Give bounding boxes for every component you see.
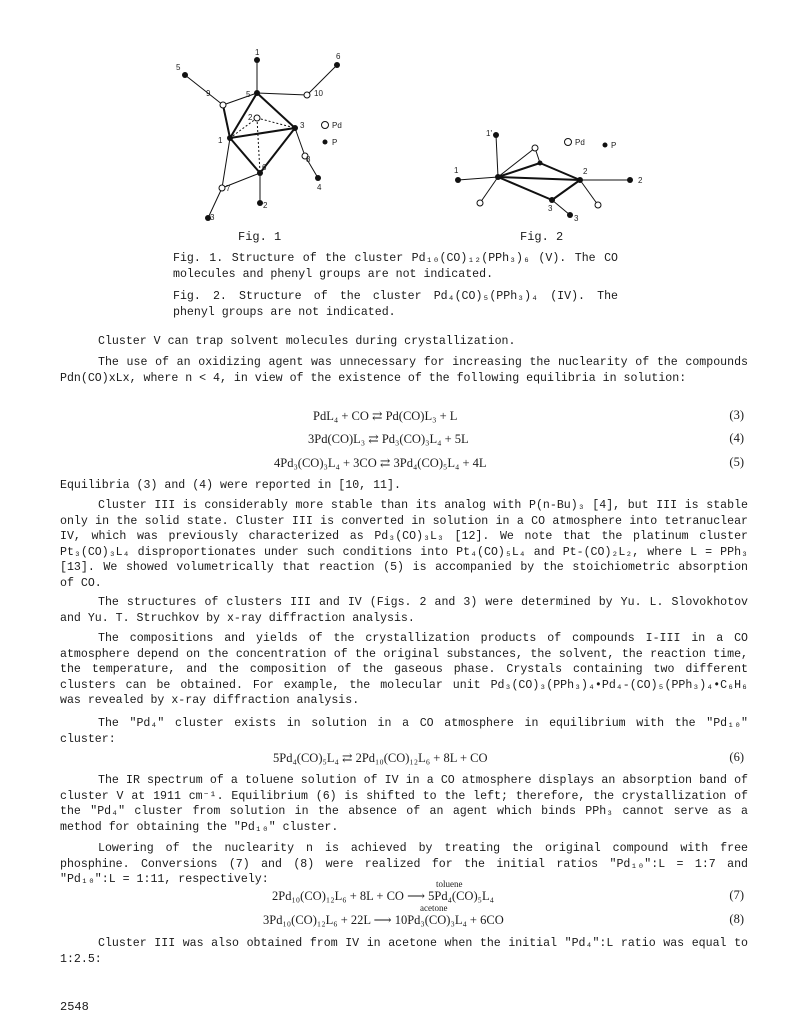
fig2-label: Fig. 2 — [520, 230, 564, 244]
fig1-num: 3 — [300, 121, 305, 130]
fig1-num: 8 — [306, 155, 311, 164]
equation-5-formula: 4Pd₃(CO)₃L₄ + 3CO ⇄ 3Pd₄(CO)₅L₄ + 4L — [274, 456, 487, 470]
fig2-num: 2 — [638, 176, 643, 185]
fig2-num: 1 — [454, 166, 459, 175]
equation-7-number: (7) — [729, 888, 744, 902]
fig1-num: 2 — [248, 113, 253, 122]
equation-5 — [60, 455, 748, 473]
equation-3-formula: PdL₄ + CO ⇄ Pd(CO)L₃ + L — [313, 409, 458, 423]
equation-6-number: (6) — [729, 750, 744, 764]
paragraph-3: Equilibria (3) and (4) were reported in [10, 11]. — [60, 479, 401, 492]
equation-6 — [60, 750, 748, 768]
equation-4-number: (4) — [729, 431, 744, 445]
paragraph-8: The IR spectrum of a toluene solution of IV in a CO atmosphere displays an absorption band of cluster V at 1911 cm⁻¹. Equilibrium (6) is shifted to the left; therefore, the crystallization of the "Pd₄" cluster from solution in the absence of an agent which binds PPh₃ cannot serve as a method for obtaining the "Pd₁₀" cluster. — [60, 774, 748, 834]
fig1-label: Fig. 1 — [238, 230, 282, 244]
figure-1-structure — [160, 48, 360, 223]
figure-2-structure — [450, 125, 650, 225]
fig1-num: 2 — [263, 201, 268, 210]
equation-3-number: (3) — [729, 408, 744, 422]
equation-8-condition: acetone — [420, 903, 448, 913]
fig1-num: 10 — [314, 89, 323, 98]
equation-7 — [60, 879, 748, 906]
paragraph-4: Cluster III is considerably more stable than its analog with P(n-Bu)₃ [4], but III is stable only in the solid state. Cluster III is converted in solution in a CO atmosphere into tetranuclear IV, which was previously characterized as Pd₃(CO)₃L₃ [12]. We note that the platinum cluster Pt₃(CO)₃L₄ disproportionates under such conditions into Pt₄(CO)₅L₄ and Pt-(CO)₂L₂, where L = PPh₃ [13]. We showed volumetrically that reaction (5) is accompanied by the stoichiometric absorption of CO. — [60, 499, 748, 590]
fig2-num: 3 — [548, 204, 553, 213]
paragraph-2: The use of an oxidizing agent was unnecessary for increasing the nuclearity of the compounds Pdn(CO)xLx, where n < 4, in view of the existence of the following equilibria in solution: — [60, 356, 748, 385]
fig2-num: 3 — [574, 214, 579, 223]
paragraph-7: The "Pd₄" cluster exists in solution in a CO atmosphere in equilibrium with the "Pd₁₀" cluster: — [60, 717, 748, 746]
equation-4-formula: 3Pd(CO)L₃ ⇄ Pd₃(CO)₃L₄ + 5L — [308, 432, 469, 446]
fig1-num: 1 — [255, 48, 260, 57]
fig1-num: 5 — [246, 90, 251, 99]
paragraph-5: The structures of clusters III and IV (Figs. 2 and 3) were determined by Yu. L. Slovokhotov and Yu. T. Struchkov by x-ray diffraction analysis. — [60, 596, 748, 625]
equation-5-number: (5) — [729, 455, 744, 469]
paragraph-6: The compositions and yields of the crystallization products of compounds I-III in a CO atmosphere depend on the concentration of the original substances, the solvent, the reaction time, the temperature, and the composition of the gaseous phase. Crystals containing two different clusters can be obtained. For example, the molecular unit Pd₃(CO)₃(PPh₃)₄•Pd₄-(CO)₅(PPh₃)₄•C₆H₆ was revealed by x-ray diffraction analysis. — [60, 632, 748, 707]
fig1-num: 9 — [206, 89, 211, 98]
equation-8-number: (8) — [729, 912, 744, 926]
paragraph-1: Cluster V can trap solvent molecules during crystallization. — [98, 335, 516, 348]
legend-p-label: P — [332, 138, 338, 147]
legend-p-icon — [323, 140, 328, 145]
fig1-caption: Fig. 1. Structure of the cluster Pd₁₀(CO)₁₂(PPh₃)₆ (V). The CO molecules and phenyl groups are not indicated. — [173, 252, 618, 281]
equation-6-formula: 5Pd₄(CO)₅L₄ ⇄ 2Pd₁₀(CO)₁₂L₆ + 8L + CO — [273, 751, 488, 765]
fig1-num: 3 — [210, 213, 215, 222]
equation-8 — [60, 903, 748, 930]
fig1-num: 6 — [336, 52, 341, 61]
equation-7-formula: 2Pd₁₀(CO)₁₂L₆ + 8L + CO ⟶ 5Pd₄(CO)₅L₄ — [272, 889, 494, 903]
equation-3 — [60, 408, 748, 426]
fig2-legend-p: P — [611, 141, 617, 150]
fig2-num: 1' — [486, 129, 492, 138]
fig1-num: 5 — [176, 63, 181, 72]
equation-4 — [60, 431, 748, 449]
fig2-legend-pd: Pd — [575, 138, 585, 147]
equation-8-formula: 3Pd₁₀(CO)₁₂L₆ + 22L ⟶ 10Pd₃(CO)₃L₄ + 6CO — [263, 913, 504, 927]
equation-7-condition: toluene — [436, 879, 463, 889]
fig1-num: 6 — [262, 163, 267, 172]
fig2-caption: Fig. 2. Structure of the cluster Pd₄(CO)₅(PPh₃)₄ (IV). The phenyl groups are not indicated. — [173, 290, 618, 319]
fig2-num: 2 — [583, 167, 588, 176]
legend-pd-label: Pd — [332, 121, 342, 130]
fig1-num: 7 — [226, 184, 231, 193]
paragraph-9: Lowering of the nuclearity n is achieved by treating the original compound with free phosphine. Conversions (7) and (8) were realized for the initial ratios "Pd₁₀":L = 1:7 and "Pd₁₀":L = 1:11, respectively: — [60, 842, 748, 886]
page-number: 2548 — [60, 1000, 89, 1014]
legend-pd-icon — [322, 122, 329, 129]
fig1-num: 1 — [218, 136, 223, 145]
paragraph-10: Cluster III was also obtained from IV in acetone when the initial "Pd₄":L ratio was equal to 1:2.5: — [60, 937, 748, 966]
fig1-num: 4 — [317, 183, 322, 192]
